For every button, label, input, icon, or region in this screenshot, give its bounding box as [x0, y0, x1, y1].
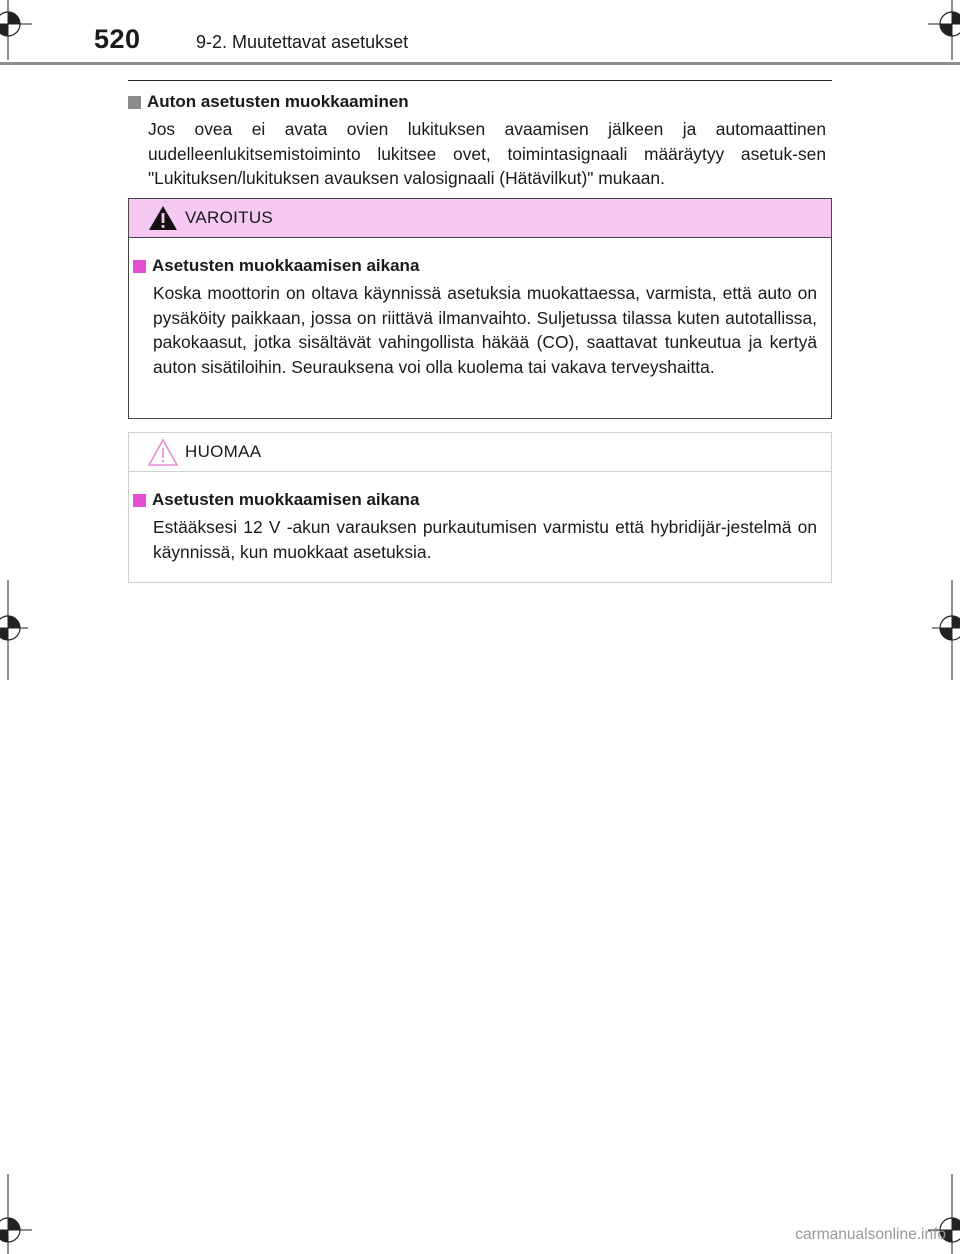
page-number: 520 — [94, 24, 141, 54]
warning-box-paragraph: Koska moottorin on oltava käynnissä asetuksia muokattaessa, varmista, että auto on pysäköity paikkaan, jossa on riittävä ilmanvaihto. Suljetussa tilassa kuten autotallissa, pakokaasut, jotka sisältävät vahingollista häkää (CO), saattavat tunkeutua ja kertyä auton sisätiloihin. Seurauksena voi olla kuolema tai vakava terveyshaitta. — [153, 283, 817, 377]
notice-box-heading-text: Asetusten muokkaamisen aikana — [152, 490, 420, 509]
crop-mark-mid-left — [0, 580, 40, 680]
warning-box-header — [129, 199, 831, 238]
warning-box-heading-text: Asetusten muokkaamisen aikana — [152, 256, 420, 275]
watermark: carmanualsonline.info — [795, 1226, 946, 1243]
notice-box-header — [129, 433, 831, 472]
crop-mark-mid-right — [920, 580, 960, 680]
page-header — [0, 0, 960, 66]
content-top-rule — [128, 80, 832, 81]
main-heading-text: Auton asetusten muokkaaminen — [147, 92, 409, 111]
section-title: 9-2. Muutettavat asetukset — [196, 32, 409, 52]
pink-square-bullet-icon — [133, 260, 146, 273]
pink-square-bullet-icon — [133, 494, 146, 507]
main-paragraph: Jos ovea ei avata ovien lukituksen avaamisen jälkeen ja automaattinen uudelleenlukitsemistoiminto lukitsee ovet, toimintasignaali määräytyy asetuk-sen "Lukituksen/lukituksen avauksen valosignaali (Hätävilkut)" mukaan. — [148, 119, 826, 188]
header-rule — [0, 62, 960, 65]
notice-box — [128, 432, 832, 583]
warning-triangle-filled-icon — [147, 204, 179, 237]
notice-box-title: HUOMAA — [185, 442, 262, 461]
notice-box-paragraph: Estääksesi 12 V -akun varauksen purkautumisen varmistu että hybridijär-jestelmä on käynnissä, kun muokkaat asetuksia. — [153, 517, 817, 562]
warning-box-title: VAROITUS — [185, 208, 274, 227]
warning-box — [128, 198, 832, 419]
main-heading — [128, 92, 409, 112]
warning-box-heading — [133, 256, 419, 276]
notice-triangle-outline-icon — [147, 438, 179, 473]
gray-square-bullet-icon — [128, 96, 141, 109]
notice-box-heading — [133, 490, 419, 510]
crop-mark-bottom-left — [0, 1174, 60, 1254]
